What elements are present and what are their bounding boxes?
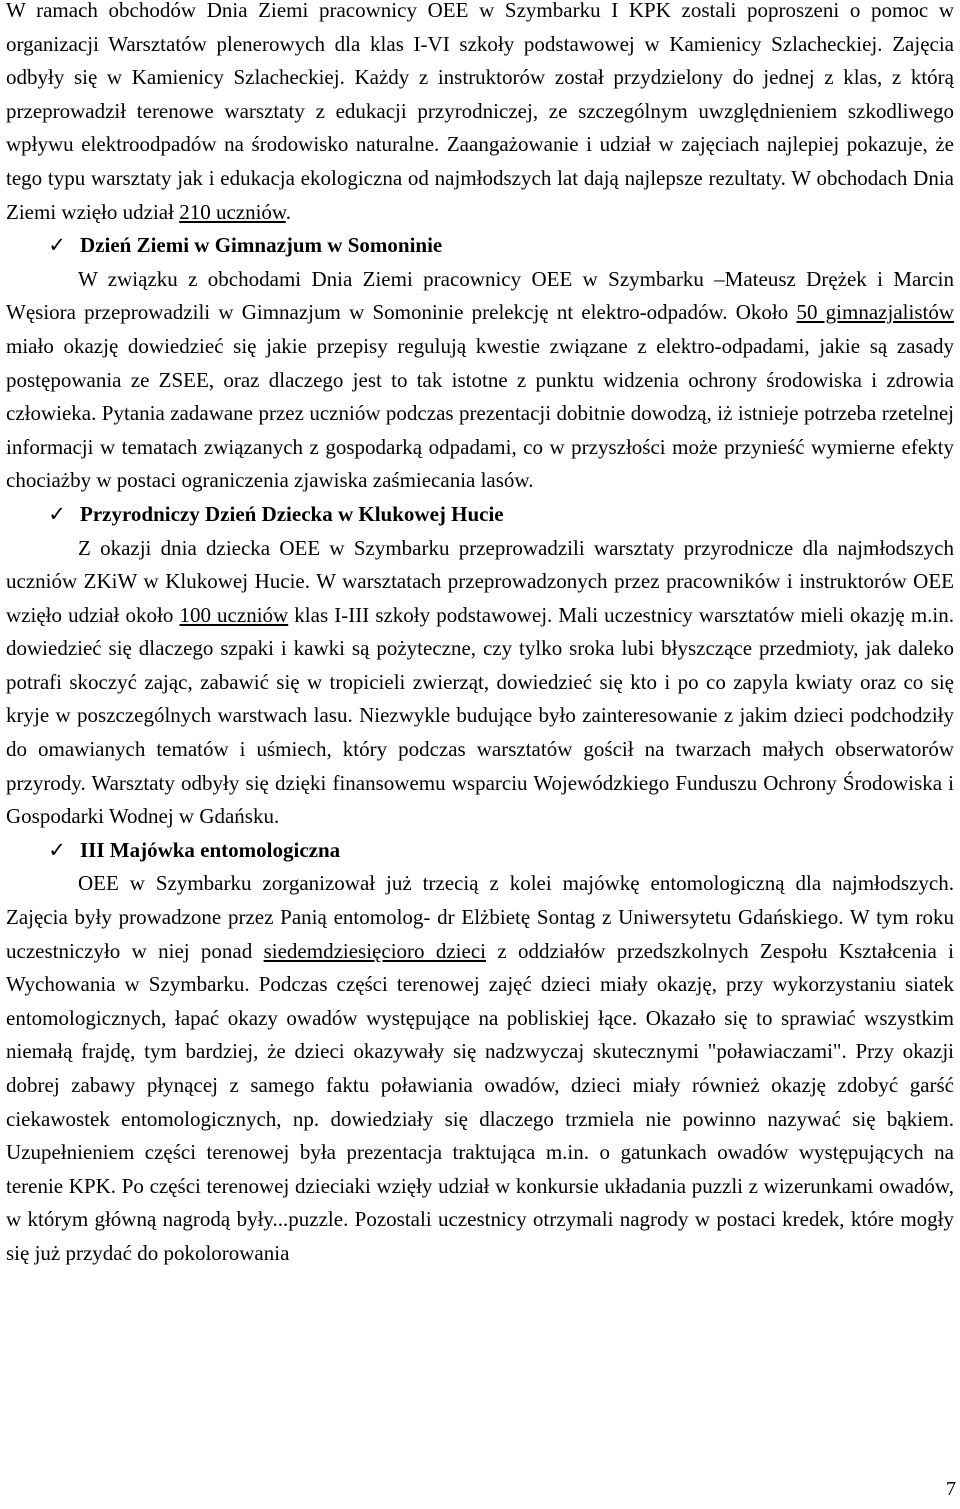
section-heading-entomology-text: III Majówka entomologiczna bbox=[80, 837, 341, 862]
childrens-day-paragraph bbox=[0, 532, 960, 834]
entomology-text-end: z oddziałów przedszkolnych Zespołu Kształcenia i Wychowania w Szymbarku. Podczas części terenowej zajęć dzieci miały okazję, przy wykorzystaniu siatek entomologicznych, łapać okazy owadów występujące na pobliskiej łące. Okazało się to sprawiać wszystkim niemałą frajdę, tym bardziej, że dzieci okazywały się nadzwyczaj skutecznymi "poławiaczami". Przy okazji dobrej zabawy płynącej z samego faktu poławiania owadów, dzieci miały również okazję zdobyć garść ciekawostek entomologicznych, np. dowiedziały się dlaczego trzmiela nie powinno nazywać się bąkiem. Uzupełnieniem części terenowej była prezentacja traktująca m.in. o gatunkach owadów występujących na terenie KPK. Po części terenowej dzieciaki wzięły udział w konkursie układania puzzli z wizerunkami owadów, w którym główną nagrodą były...puzzle. Pozostali uczestnicy otrzymali nagrody w postaci kredek, które mogły się już przydać do pokolorowania bbox=[6, 938, 955, 1265]
entomology-underlined-count: siedemdziesięcioro dzieci bbox=[263, 938, 486, 963]
section-heading-childrens-day bbox=[0, 498, 960, 532]
section-heading-earth-day-text: Dzień Ziemi w Gimnazjum w Somoninie bbox=[80, 233, 443, 258]
section-heading-entomology bbox=[0, 834, 960, 868]
checkmark-icon: ✓ bbox=[48, 837, 66, 862]
earth-day-underlined-count: 50 gimnazjalistów bbox=[796, 300, 954, 325]
childrens-day-text: Z okazji dnia dziecka OEE w Szymbarku przeprowadzili warsztaty przyrodnicze dla najmłodszych uczniów ZKiW w Klukowej Hucie. W warsztatach przeprowadzonych przez pracowników i instruktorów OEE wzięło udział około bbox=[6, 535, 954, 627]
intro-paragraph bbox=[0, 0, 960, 229]
earth-day-text: W związku z obchodami Dnia Ziemi pracownicy OEE w Szymbarku –Mateusz Drężek i Marcin Węsiora przeprowadzili w Gimnazjum w Somoninie prelekcję nt elektro-odpadów. Około bbox=[6, 266, 954, 325]
entomology-paragraph bbox=[0, 867, 960, 1270]
checkmark-icon: ✓ bbox=[48, 501, 66, 526]
entomology-text: OEE w Szymbarku zorganizował już trzecią z kolei majówkę entomologiczną dla najmłodszych. Zajęcia były prowadzone przez Panią entomolog- dr Elżbietę Sontag z Uniwersytetu Gdańskiego. W tym roku uczestniczyło w niej ponad bbox=[6, 871, 954, 963]
childrens-day-text-end: klas I-III szkoły podstawowej. Mali uczestnicy warsztatów mieli okazję m.in. dowiedzieć się dlaczego szpaki i kawki są pożyteczne, czy tylko sroka lubi błyszczące przedmioty, jak daleko potrafi skoczyć zając, zabawić się w tropicieli zwierząt, dowiedzieć się kto i po co zapyla kwiaty oraz co się kryje w poszczególnych warstwach lasu. Niezwykle budujące było zainteresowanie z jakim dzieci podchodziły do omawianych tematów i uśmiech, który podczas warsztatów gościł na twarzach małych obserwatorów przyrody. Warsztaty odbyły się dzięki finansowemu wsparciu Wojewódzkiego Funduszu Ochrony Środowiska i Gospodarki Wodnej w Gdańsku. bbox=[6, 602, 954, 829]
childrens-day-underlined-count: 100 uczniów bbox=[179, 602, 289, 627]
earth-day-paragraph bbox=[0, 263, 960, 498]
intro-text: W ramach obchodów Dnia Ziemi pracownicy OEE w Szymbarku I KPK zostali poproszeni o pomoc w organizacji Warsztatów plenerowych dla klas I-VI szkoły podstawowej w Kamienicy Szlacheckiej. Zajęcia odbyły się w Kamienicy Szlacheckiej. Każdy z instruktorów został przydzielony do jednej z klas, z którą przeprowadził terenowe warsztaty z edukacji przyrodniczej, ze szczególnym uwzględnieniem szkodliwego wpływu elektroodpadów na środowisko naturalne. Zaangażowanie i udział w zajęciach najlepiej pokazuje, że tego typu warsztaty jak i edukacja ekologiczna od najmłodszych lat dają najlepsze rezultaty. W obchodach Dnia Ziemi wzięło udział bbox=[6, 0, 954, 224]
intro-text-end: . bbox=[285, 199, 291, 224]
checkmark-icon: ✓ bbox=[48, 233, 66, 258]
earth-day-text-end: miało okazję dowiedzieć się jakie przepisy regulują kwestie związane z elektro-odpadami, jakie są zasady postępowania ze ZSEE, oraz dlaczego jest to tak istotne z punktu widzenia ochrony środowiska i zdrowia człowieka. Pytania zadawane przez uczniów podczas prezentacji dobitnie dowodzą, iż istnieje potrzeba rzetelnej informacji w tematach związanych z gospodarką odpadami, co w przyszłości może przynieść wymierne efekty chociażby w postaci ograniczenia zjawiska zaśmiecania lasów. bbox=[6, 333, 954, 493]
section-heading-earth-day bbox=[0, 229, 960, 263]
section-heading-childrens-day-text: Przyrodniczy Dzień Dziecka w Klukowej Hucie bbox=[80, 501, 504, 526]
intro-underlined-count: 210 uczniów bbox=[179, 199, 286, 224]
page-number: 7 bbox=[946, 1478, 956, 1500]
